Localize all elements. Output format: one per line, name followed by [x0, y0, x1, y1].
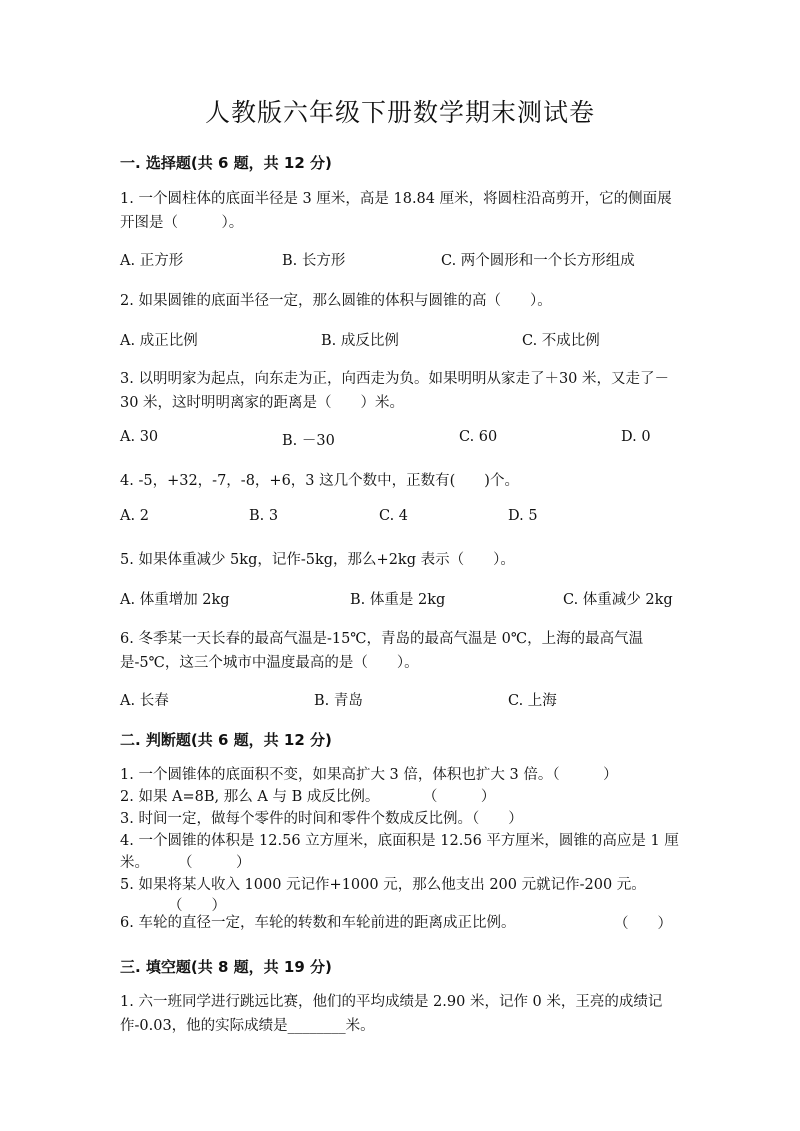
judgement-item: 2. 如果 A=8B, 那么 A 与 B 成反比例。 （ ） [120, 789, 496, 805]
option-a: A. 正方形 [120, 253, 184, 269]
option-b: B. 青岛 [314, 693, 363, 709]
judgement-item: 3. 时间一定，做每个零件的时间和零件个数成反比例。（ ） [120, 811, 523, 827]
option-c: C. 不成比例 [522, 333, 600, 349]
option-c: C. 体重减少 2kg [563, 592, 673, 608]
option-c: C. 4 [379, 508, 409, 524]
option-a: A. 2 [120, 508, 149, 524]
question-stem: 1. 六一班同学进行跳远比赛，他们的平均成绩是 2.90 米，记作 0 米，王亮的成绩记作-0.03，他的实际成绩是________米。 [120, 994, 663, 1034]
option-c: C. 上海 [508, 693, 557, 709]
option-b: B. －30 [282, 433, 335, 449]
option-b: B. 体重是 2kg [350, 592, 446, 608]
answer-paren: （ ） [168, 898, 226, 914]
judgement-item: 4. 一个圆锥的体积是 12.56 立方厘米，底面积是 12.56 平方厘米，圆锥的高应是 1 厘米。 （ ） [120, 833, 679, 871]
section-header-fill-blank: 三. 填空题(共 8 题，共 19 分) [120, 958, 332, 976]
option-c: C. 两个圆形和一个长方形组成 [441, 253, 635, 269]
judgement-item: 5. 如果将某人收入 1000 元记作+1000 元，那么他支出 200 元就记作-200 元。 [120, 877, 646, 893]
option-a: A. 成正比例 [120, 333, 198, 349]
option-c: C. 60 [459, 429, 498, 445]
option-d: D. 0 [621, 429, 651, 445]
question-stem: 6. 冬季某一天长春的最高气温是-15℃，青岛的最高气温是 0℃，上海的最高气温是-5℃，这三个城市中温度最高的是（ ）。 [120, 631, 644, 671]
option-d: D. 5 [508, 508, 538, 524]
question-stem: 3. 以明明家为起点，向东走为正，向西走为负。如果明明从家走了＋30 米，又走了－30 米，这时明明离家的距离是（ ）米。 [120, 371, 670, 411]
page-title: 人教版六年级下册数学期末测试卷 [204, 98, 595, 127]
option-b: B. 长方形 [282, 253, 346, 269]
section-header-choice: 一. 选择题(共 6 题，共 12 分) [120, 154, 332, 172]
question-stem: 4. -5，+32，-7，-8，+6，3 这几个数中，正数有( )个。 [120, 473, 519, 489]
option-b: B. 3 [249, 508, 279, 524]
option-a: A. 体重增加 2kg [120, 592, 230, 608]
answer-paren: （ ） [614, 916, 672, 932]
question-stem: 1. 一个圆柱体的底面半径是 3 厘米，高是 18.84 厘米，将圆柱沿高剪开，它的侧面展开图是（ ）。 [120, 191, 672, 231]
question-stem: 5. 如果体重减少 5kg，记作-5kg，那么+2kg 表示（ ）。 [120, 552, 515, 568]
question-stem: 2. 如果圆锥的底面半径一定，那么圆锥的体积与圆锥的高（ ）。 [120, 293, 552, 309]
option-a: A. 长春 [120, 693, 169, 709]
option-b: B. 成反比例 [321, 333, 399, 349]
section-header-judgement: 二. 判断题(共 6 题，共 12 分) [120, 731, 332, 749]
judgement-item: 6. 车轮的直径一定，车轮的转数和车轮前进的距离成正比例。 [120, 915, 516, 931]
judgement-item: 1. 一个圆锥体的底面积不变，如果高扩大 3 倍，体积也扩大 3 倍。（ ） [120, 767, 618, 783]
option-a: A. 30 [120, 429, 159, 445]
